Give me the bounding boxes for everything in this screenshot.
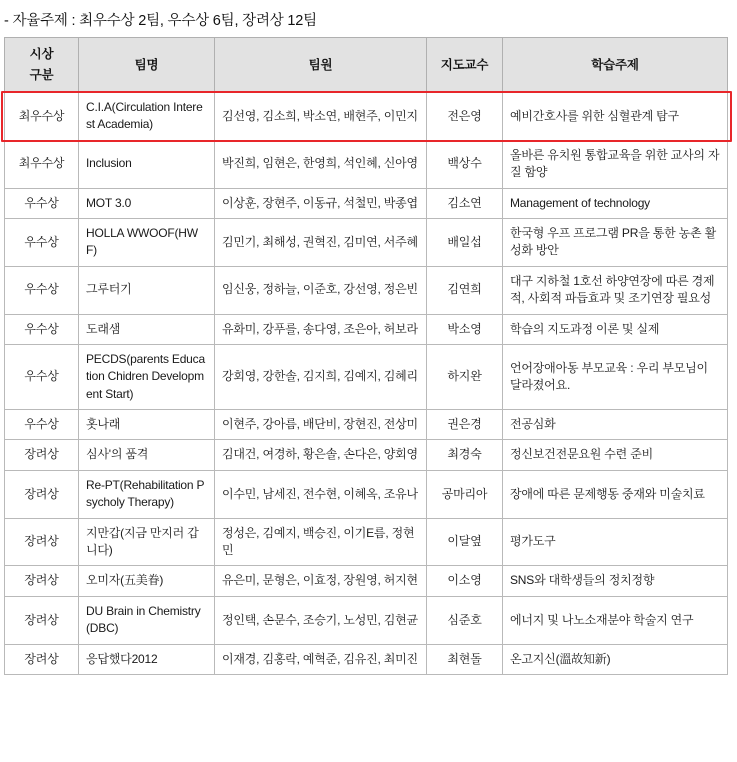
cell-professor: 백상수 — [427, 140, 503, 188]
cell-professor: 전은영 — [427, 93, 503, 141]
table-row — [5, 344, 728, 409]
cell-team: PECDS(parents Education Chidren Development Start) — [79, 344, 215, 409]
cell-professor: 배일섭 — [427, 218, 503, 266]
cell-members: 김선영, 김소희, 박소연, 배현주, 이민지 — [215, 93, 427, 141]
cell-award: 장려상 — [5, 518, 79, 566]
cell-topic: 정신보건전문요원 수련 준비 — [503, 440, 728, 470]
cell-professor: 심준호 — [427, 596, 503, 644]
cell-team: C.I.A(Circulation Interest Academia) — [79, 93, 215, 141]
column-header-professor: 지도교수 — [427, 38, 503, 93]
cell-members: 정성은, 김예지, 백승진, 이기Е름, 정현민 — [215, 518, 427, 566]
award-table — [4, 37, 728, 675]
cell-members: 이현주, 강아름, 배단비, 장현진, 전상미 — [215, 410, 427, 440]
cell-team: 응답했다2012 — [79, 644, 215, 674]
table-row — [5, 266, 728, 314]
cell-members: 강회영, 강한솔, 김지희, 김예지, 김혜리 — [215, 344, 427, 409]
table-row — [5, 314, 728, 344]
column-header-members: 팀원 — [215, 38, 427, 93]
cell-members: 이수민, 남세진, 전수현, 이혜옥, 조유나 — [215, 470, 427, 518]
cell-team: 홋나래 — [79, 410, 215, 440]
cell-award: 장려상 — [5, 440, 79, 470]
cell-topic: 학습의 지도과정 이론 및 실제 — [503, 314, 728, 344]
cell-team: HOLLA WWOOF(HWF) — [79, 218, 215, 266]
cell-members: 이재경, 김홍락, 예혁준, 김유진, 최미진 — [215, 644, 427, 674]
table-row — [5, 440, 728, 470]
cell-team: 심사'의 품격 — [79, 440, 215, 470]
cell-team: 오미자(五美眷) — [79, 566, 215, 596]
table-row — [5, 596, 728, 644]
table-body — [5, 93, 728, 675]
table-row — [5, 470, 728, 518]
cell-topic: 한국형 우프 프로그램 PR을 통한 농촌 활성화 방안 — [503, 218, 728, 266]
cell-professor: 공마리아 — [427, 470, 503, 518]
cell-award: 우수상 — [5, 188, 79, 218]
cell-topic: 온고지신(溫故知新) — [503, 644, 728, 674]
cell-topic: 언어장애아동 부모교육 : 우리 부모님이 달라졌어요. — [503, 344, 728, 409]
cell-team: 지만갑(지금 만지러 갑니다) — [79, 518, 215, 566]
cell-team: 도래샘 — [79, 314, 215, 344]
table-row — [5, 188, 728, 218]
cell-award: 우수상 — [5, 314, 79, 344]
cell-topic: 예비간호사를 위한 심혈관계 탐구 — [503, 93, 728, 141]
cell-team: MOT 3.0 — [79, 188, 215, 218]
column-header-award-line2: 구분 — [29, 68, 54, 82]
cell-topic: Management of technology — [503, 188, 728, 218]
cell-professor: 김소연 — [427, 188, 503, 218]
page-title: - 자율주제 : 최우수상 2팀, 우수상 6팀, 장려상 12팀 — [4, 13, 317, 29]
cell-members: 유은미, 문형은, 이효정, 장원영, 허지현 — [215, 566, 427, 596]
cell-professor: 권은경 — [427, 410, 503, 440]
cell-professor: 하지완 — [427, 344, 503, 409]
cell-members: 유화미, 강푸를, 송다영, 조은아, 허보라 — [215, 314, 427, 344]
cell-topic: 장애에 따른 문제행동 중재와 미술치료 — [503, 470, 728, 518]
cell-topic: 전공심화 — [503, 410, 728, 440]
cell-topic: SNS와 대학생들의 정치정향 — [503, 566, 728, 596]
table-row — [5, 93, 728, 141]
table-row — [5, 140, 728, 188]
cell-award: 우수상 — [5, 218, 79, 266]
cell-professor: 이소영 — [427, 566, 503, 596]
cell-award: 우수상 — [5, 266, 79, 314]
cell-professor: 이달옆 — [427, 518, 503, 566]
cell-professor: 최현돌 — [427, 644, 503, 674]
cell-topic: 에너지 및 나노소재분야 학술지 연구 — [503, 596, 728, 644]
column-header-topic: 학습주제 — [503, 38, 728, 93]
cell-award: 장려상 — [5, 470, 79, 518]
cell-members: 김민기, 최해성, 권혁진, 김미연, 서주혜 — [215, 218, 427, 266]
cell-professor: 김연희 — [427, 266, 503, 314]
cell-members: 김대건, 여경하, 황은솔, 손다은, 양회영 — [215, 440, 427, 470]
cell-members: 정인택, 손문수, 조승기, 노성민, 김현균 — [215, 596, 427, 644]
cell-award: 장려상 — [5, 644, 79, 674]
table-row — [5, 410, 728, 440]
table-row — [5, 566, 728, 596]
cell-topic: 올바른 유치원 통합교육을 위한 교사의 자질 함양 — [503, 140, 728, 188]
table-row — [5, 644, 728, 674]
table-row — [5, 518, 728, 566]
cell-award: 최우수상 — [5, 93, 79, 141]
cell-team: DU Brain in Chemistry (DBC) — [79, 596, 215, 644]
cell-award: 장려상 — [5, 566, 79, 596]
cell-team: 그루터기 — [79, 266, 215, 314]
cell-team: Re-PT(Rehabilitation Psycholy Therapy) — [79, 470, 215, 518]
cell-members: 이상훈, 장현주, 이동규, 석철민, 박종엽 — [215, 188, 427, 218]
cell-topic: 대구 지하철 1호선 하양연장에 따른 경제적, 사회적 파듭효과 및 조기연장 필요성 — [503, 266, 728, 314]
column-header-award — [5, 38, 79, 93]
cell-award: 우수상 — [5, 410, 79, 440]
column-header-award-line1: 시상 — [29, 46, 54, 61]
table-header — [5, 38, 728, 93]
cell-professor: 박소영 — [427, 314, 503, 344]
cell-members: 박진희, 임현은, 한영희, 석인혜, 신아영 — [215, 140, 427, 188]
column-header-team: 팀명 — [79, 38, 215, 93]
cell-team: Inclusion — [79, 140, 215, 188]
cell-members: 임신웅, 정하늘, 이준호, 강선영, 정은빈 — [215, 266, 427, 314]
cell-professor: 최경숙 — [427, 440, 503, 470]
table-row — [5, 218, 728, 266]
cell-topic: 평가도구 — [503, 518, 728, 566]
cell-award: 최우수상 — [5, 140, 79, 188]
table-header-row — [5, 38, 728, 93]
cell-award: 장려상 — [5, 596, 79, 644]
cell-award: 우수상 — [5, 344, 79, 409]
